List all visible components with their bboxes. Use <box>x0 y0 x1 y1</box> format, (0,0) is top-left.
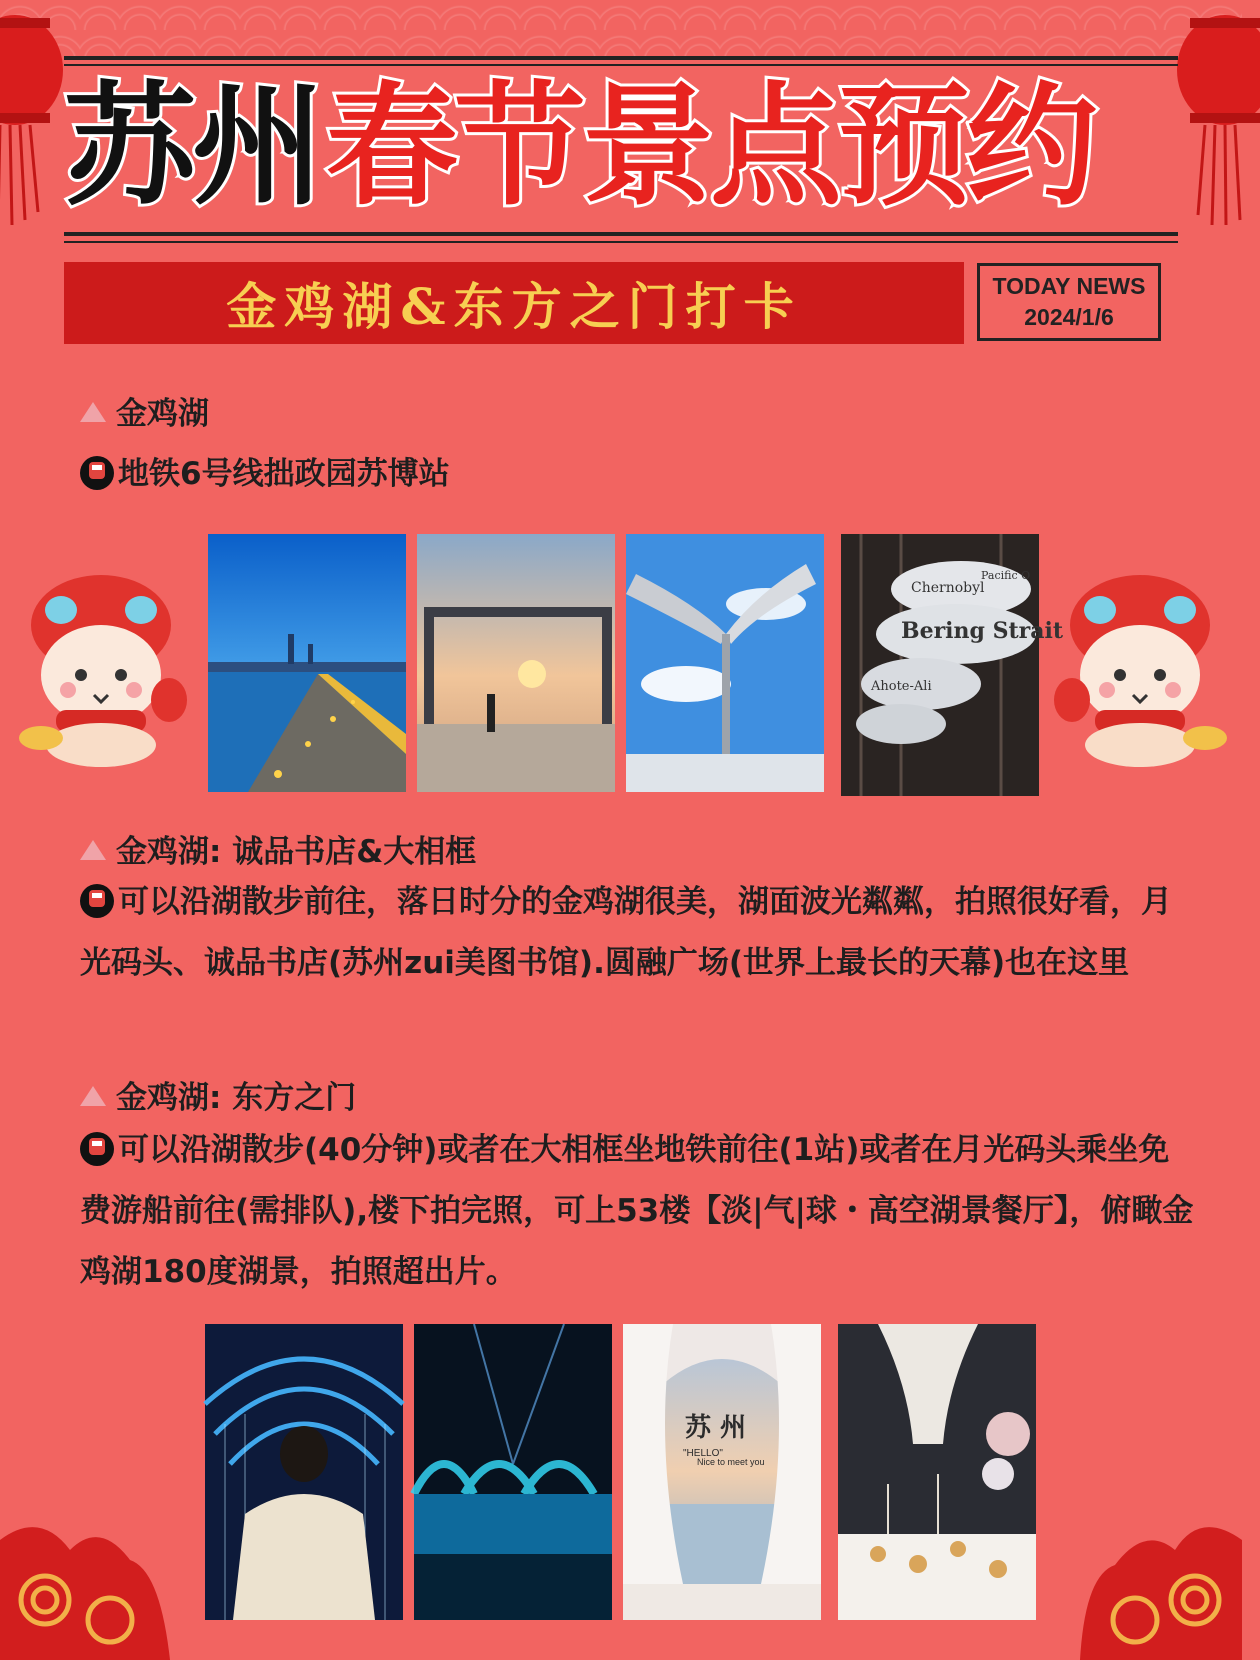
section3-text: 可以沿湖散步(40分钟)或者在大相框坐地铁前往(1站)或者在月光码头乘坐免费游船前往(需排队),楼下拍完照，可上53楼【淡|气|球・高空湖景餐厅】，俯瞰金鸡湖180度湖景，拍照超出片。 <box>80 1132 1194 1290</box>
news-date: 2024/1/6 <box>1024 304 1114 330</box>
window-text-2: "HELLO" <box>683 1448 723 1459</box>
section1-heading: 金鸡湖 <box>80 388 209 433</box>
bookstore-text-3: Pacific O <box>981 569 1031 582</box>
light-tunnel-photo <box>205 1324 403 1620</box>
triangle-icon <box>80 840 106 860</box>
top-rule-thin <box>64 64 1178 66</box>
section3-heading: 金鸡湖: 东方之门 <box>80 1072 356 1117</box>
bookstore-text-2: Bering Strait <box>901 618 1063 644</box>
section2-heading: 金鸡湖: 诚品书店&大相框 <box>80 826 476 871</box>
mid-rule <box>64 232 1178 236</box>
metro-icon <box>80 1132 114 1166</box>
mid-rule-thin <box>64 241 1178 243</box>
lantern-right-icon <box>1170 0 1260 230</box>
cloud-corner-bottom-right-icon <box>1080 1500 1242 1660</box>
snake-mascot-left-icon <box>6 570 186 770</box>
today-news-box <box>977 263 1161 341</box>
lantern-left-icon <box>0 0 70 230</box>
section1-metro: 地铁6号线拙政园苏博站 <box>80 448 450 493</box>
lake-boardwalk-photo <box>208 534 406 792</box>
dining-restaurant-photo <box>838 1324 1036 1620</box>
wave-pattern <box>0 0 1242 60</box>
bookstore-text-4: Ahote-Ali <box>871 679 932 694</box>
big-photo-frame-photo <box>417 534 615 792</box>
window-view-photo <box>623 1324 821 1620</box>
wing-sculpture-photo <box>626 534 824 792</box>
window-text-3: Nice to meet you <box>697 1457 765 1467</box>
top-rule <box>64 56 1178 60</box>
bookstore-installation-photo <box>841 534 1063 796</box>
triangle-icon <box>80 402 106 422</box>
page-title <box>64 72 1178 222</box>
metro-icon <box>80 884 114 918</box>
window-text-1: 苏 州 <box>685 1413 747 1443</box>
section2-text: 可以沿湖散步前往，落日时分的金鸡湖很美，湖面波光粼粼，拍照很好看，月光码头、诚品书店(苏州zui美图书馆).圆融广场(世界上最长的天幕)也在这里 <box>80 884 1172 981</box>
snake-mascot-right-icon <box>1055 570 1235 770</box>
subtitle-banner: 金鸡湖&东方之门打卡 <box>64 262 964 344</box>
fountain-show-photo <box>414 1324 612 1620</box>
title-red: 春节景点预约 <box>326 70 1094 224</box>
title-black: 苏州 <box>64 70 320 224</box>
triangle-icon <box>80 1086 106 1106</box>
cloud-corner-bottom-left-icon <box>0 1500 170 1660</box>
metro-icon <box>80 456 114 490</box>
bookstore-text-1: Chernobyl <box>911 580 985 596</box>
news-label: TODAY NEWS <box>992 272 1146 299</box>
